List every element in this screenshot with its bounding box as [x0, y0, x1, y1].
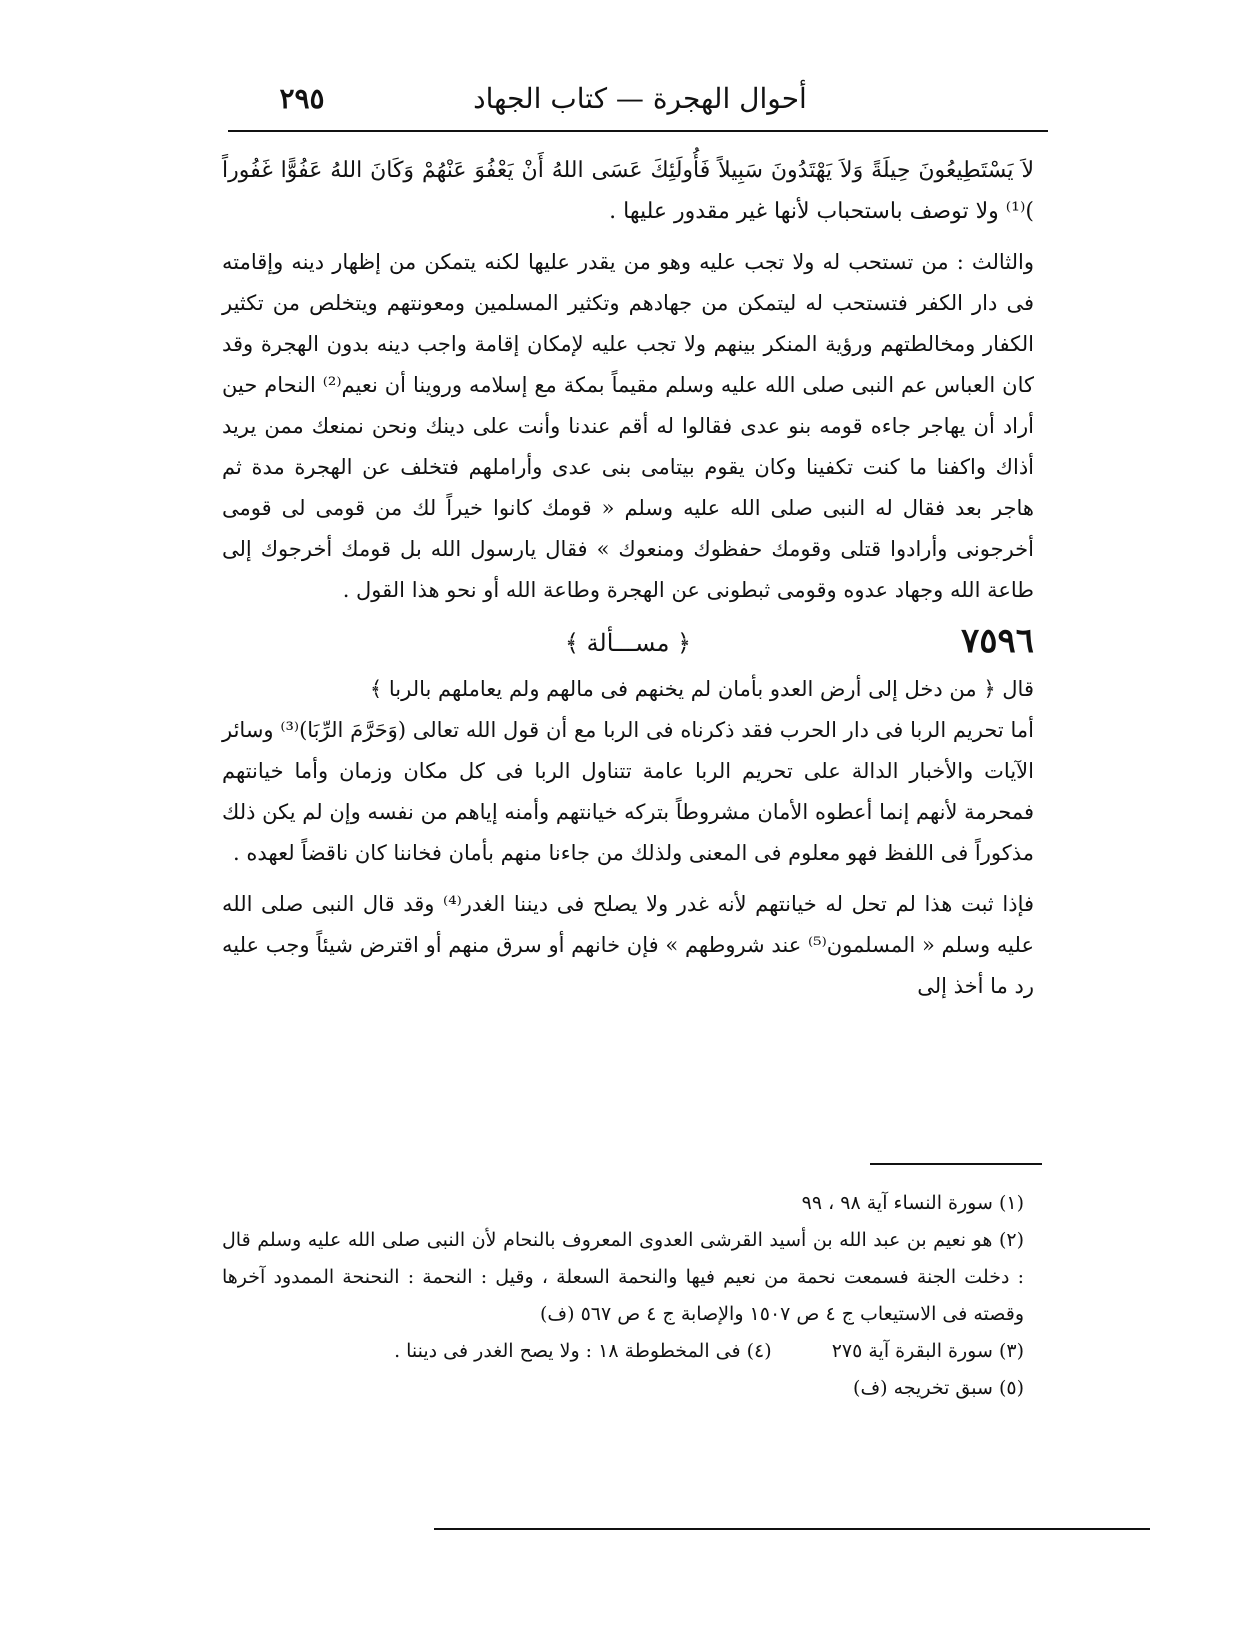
- footnote-3: (٣) سورة البقرة آية ٢٧٥: [831, 1340, 1024, 1362]
- quran-verse-continuation: لاَ يَسْتَطِيعُونَ حِيلَةً وَلاَ يَهْتَدُونَ سَبِيلاً فَأُولَئِكَ عَسَى اللهُ أَنْ يَعْفُوَ عَنْهُمْ وَكَانَ اللهُ عَفُوًّا غَفُوراً )⁽¹⁾ ولا توصف باستحباب لأنها غير مقدور عليها .: [222, 158, 1034, 224]
- masala-heading: [222, 621, 1034, 669]
- treachery-paragraph: فإذا ثبت هذا لم تحل له خيانتهم لأنه غدر ولا يصلح فى ديننا الغدر⁽⁴⁾ وقد قال النبى صلى الله عليه وسلم « المسلمون⁽⁵⁾ عند شروطهم » فإن خانهم أو سرق منهم أو اقترض شيئاً وجب عليه رد ما أخذ إلى: [222, 892, 1035, 998]
- matn-statement: قال ﴿ من دخل إلى أرض العدو بأمان لم يخنهم فى مالهم ولم يعاملهم بالربا ﴾: [369, 677, 1034, 701]
- riba-paragraph: أما تحريم الربا فى دار الحرب فقد ذكرناه فى الربا مع أن قول الله تعالى (وَحَرَّمَ الرِّبَا)⁽³⁾ وسائر الآيات والأخبار الدالة على تحريم الربا عامة تتناول الربا فى كل مكان وزمان وأما خيانتهم فمحرمة لأنهم إنما أعطوه الأمان مشروطاً بتركه خيانتهم وأمنه إياهم من نفسه وإن لم يكن ذلك مذكوراً فى اللفظ فهو معلوم فى المعنى ولذلك من جاءنا منهم بأمان فخاننا كان ناقضاً لعهده .: [222, 718, 1034, 865]
- masala-title: ﴿ مســـألة ﴾: [564, 629, 692, 657]
- footnote-2: (٢) هو نعيم بن عبد الله بن أسيد القرشى العدوى المعروف بالنحام لأن النبى صلى الله عليه وسلم قال : دخلت الجنة فسمعت نحمة من نعيم فيها والنحمة السعلة ، وقيل : النحمة : النحنحة الممدود آخرها وقصته فى الاستيعاب ج ٤ ص ١٥٠٧ والإصابة ج ٤ ص ٥٦٧ (ف): [222, 1229, 1024, 1325]
- footnotes: [222, 1185, 1034, 1407]
- masala-number: ٧٥٩٦: [960, 621, 1034, 661]
- footnote-1: (١) سورة النساء آية ٩٨ ، ٩٩: [801, 1192, 1024, 1214]
- third-category-paragraph: والثالث : من تستحب له ولا تجب عليه وهو من يقدر عليها لكنه يتمكن من إظهار دينه وإقامته فى دار الكفر فتستحب له ليتمكن من جهادهم وتكثير المسلمين ومعونتهم ويتخلص من تكثير الكفار ومخالطتهم ورؤية المنكر بينهم ولا تجب عليه لإمكان إقامة واجب دينه بدون الهجرة وقد كان العباس عم النبى صلى الله عليه وسلم مقيماً بمكة مع إسلامه وروينا أن نعيم⁽²⁾ النحام حين أراد أن يهاجر جاءه قومه بنو عدى فقالوا له أقم عندنا وأنت على دينك ونحن نمنعك ممن يريد أذاك واكفنا ما كنت تكفينا وكان يقوم بيتامى بنى عدى وأراملهم فتخلف عن الهجرة مدة ثم هاجر بعد فقال له النبى صلى الله عليه وسلم « قومك كانوا خيراً لك من قومى لى قومى أخرجونى وأرادوا قتلى وقومك حفظوك ومنعوك » فقال يارسول الله بل قومك أخرجوك إلى طاعة الله وجهاد عدوه وقومى ثبطونى عن الهجرة وطاعة الله أو نحو هذا القول .: [222, 250, 1034, 602]
- bottom-rule: [434, 1528, 1150, 1530]
- footnote-4: (٤) فى المخطوطة ١٨ : ولا يصح الغدر فى ديننا .: [394, 1340, 772, 1362]
- header-rule: [228, 130, 1048, 132]
- page-number: ٢٩٥: [279, 82, 325, 115]
- main-text: [222, 150, 1034, 1007]
- running-header-title: أحوال الهجرة — كتاب الجهاد: [473, 82, 807, 115]
- footnote-5: (٥) سبق تخريجه (ف): [853, 1377, 1024, 1399]
- footnote-rule: [870, 1163, 1042, 1165]
- footnote-row-3-4: [222, 1333, 1034, 1370]
